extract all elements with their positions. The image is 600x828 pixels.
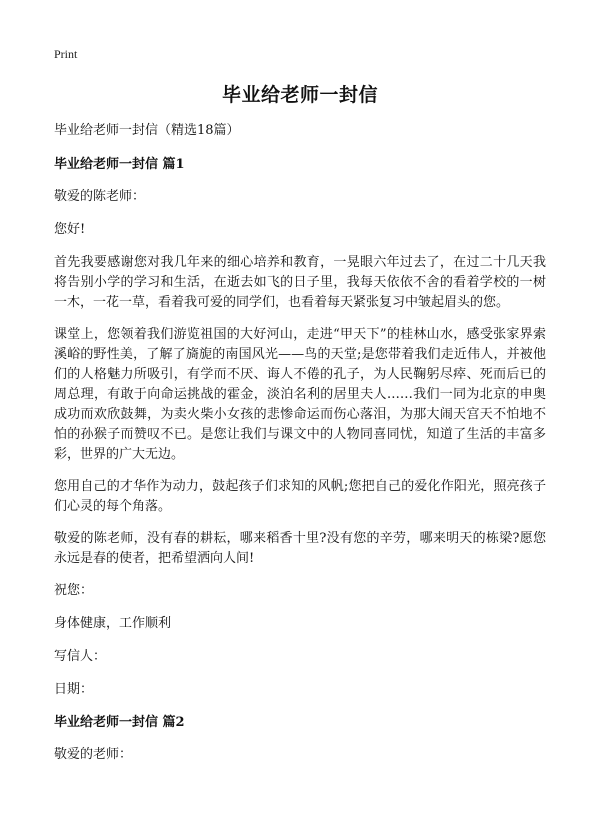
section-heading-1: 毕业给老师一封信 篇1 [54,157,185,172]
document-body [54,121,546,778]
paragraph: 您用自己的才华作为动力，鼓起孩子们求知的风帆;您把自己的爱化作阳光，照亮孩子们心灵的每个角落。 [54,479,546,514]
section-heading-2: 毕业给老师一封信 篇2 [54,715,185,730]
print-link[interactable]: Print [54,47,78,61]
salutation: 敬爱的老师： [54,747,133,762]
paragraph: 首先我要感谢您对我几年来的细心培养和教育，一晃眼六年过去了，在过二十几天我将告别小学的学习和生活，在逝去如飞的日子里，我每天依依不舍的看着学校的一树一木，一花一草，看着我可爱的同学们，也看着每天紧张复习中皱起眉头的您。 [54,255,546,310]
document-title: 毕业给老师一封信 [221,84,378,106]
closing: 祝您： [54,583,94,598]
date-label: 日期： [54,682,94,697]
greeting: 您好! [54,222,86,237]
paragraph: 课堂上，您领着我们游览祖国的大好河山，走进“甲天下”的桂林山水，感受张家界索溪峪的野性美，了解了旖旎的南国风光——鸟的天堂;是您带着我们走近伟人，并被他们的人格魅力所吸引，有学而不厌、诲人不倦的孔子，为人民鞠躬尽瘁、死而后已的周总理，有敢于向命运挑战的霍金，淡泊名利的居里夫人……我们一同为北京的申奥成功而欢欣鼓舞，为卖火柴小女孩的悲惨命运而伤心落泪，为那大闹天宫天不怕地不怕的孙猴子而赞叹不已。是您让我们与课文中的人物同喜同忧，知道了生活的丰富多彩，世界的广大无边。 [54,327,546,462]
salutation: 敬爱的陈老师： [54,189,146,204]
document-subtitle: 毕业给老师一封信（精选18篇） [54,123,240,138]
wish: 身体健康，工作顺利 [54,616,172,631]
writer-label: 写信人： [54,649,107,664]
paragraph: 敬爱的陈老师，没有春的耕耘，哪来稻香十里?没有您的辛劳，哪来明天的栋梁?愿您永远是春的使者，把希望洒向人间! [54,531,546,566]
